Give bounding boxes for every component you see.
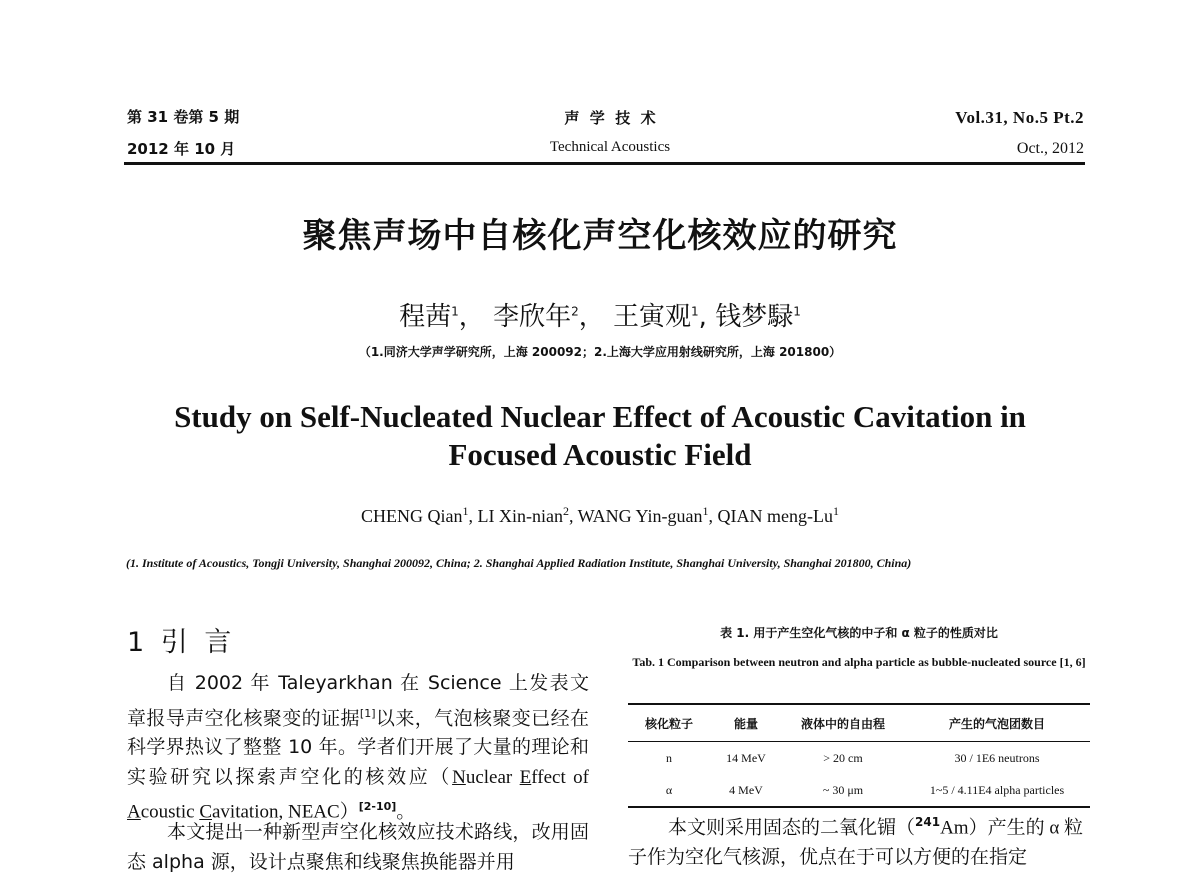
author-en: QIAN meng-Lu$^1$	[717, 504, 839, 526]
paper-title-en	[0, 398, 1200, 474]
header-rule	[124, 162, 1085, 165]
author-cn: 程茜$^1$，	[399, 302, 485, 332]
paper-title-en-line-2: Focused Acoustic Field	[448, 437, 752, 472]
table-cell: 4 MeV	[710, 774, 782, 807]
citation-ref: [2-10]	[358, 800, 397, 814]
table-cell: > 20 cm	[823, 750, 863, 765]
table-row	[628, 774, 1090, 807]
comparison-table	[628, 703, 1090, 808]
author-cn: 王寅观$^1$,	[613, 302, 707, 332]
table-header-row	[628, 704, 1090, 742]
table-cell: α	[628, 774, 710, 807]
table-cell: 14 MeV	[726, 750, 766, 765]
paper-title-en-line-1: Study on Self-Nucleated Nuclear Effect of Acoustic Cavitation in	[174, 399, 1026, 434]
date-en: Oct., 2012	[1016, 140, 1084, 157]
citation-ref: [1]	[359, 706, 376, 720]
date-cn: 2012 年 10 月	[127, 140, 236, 158]
affiliation-en: (1. Institute of Acoustics, Tongji University, Shanghai 200092, China; 2. Shanghai Applied Radiation Institute, Shanghai University, Shanghai 201800, China)	[126, 556, 912, 570]
table-caption-cn: 表 1. 用于产生空化气核的中子和 α 粒子的性质对比	[720, 626, 998, 640]
table-cell: 1~5 / 4.11E4 alpha particles	[904, 774, 1090, 807]
intro-paragraph-1: 自 2002 年 Taleyarkhan 在 Science 上发表文章报导声空化核聚变的证据[1]以来，气泡核聚变已经在科学界热议了整整 10 年。学者们开展了大量的理论和实验研究以探索声空化的核效应（Nuclear Effect of Acoustic Cavitation, NEAC）[2-10]。	[127, 672, 589, 823]
author-list-en	[0, 506, 1200, 527]
author-en: CHENG Qian$^1$,	[361, 504, 478, 526]
author-cn: 钱梦騄$^1$	[715, 302, 801, 332]
volume-issue-cn: 第 31 卷第 5 期	[127, 108, 240, 126]
table-cell: ~ 30 μm	[782, 774, 904, 807]
table-cell: n	[666, 750, 672, 765]
paper-title-cn: 聚焦声场中自核化声空化核效应的研究	[302, 216, 898, 256]
author-list-cn	[0, 296, 1200, 333]
table-header-cell: 能量	[710, 704, 782, 742]
table-caption-en: Tab. 1 Comparison between neutron and alpha particle as bubble-nucleated source [1, 6]	[632, 655, 1086, 669]
table-header-cell: 产生的气泡团数目	[904, 704, 1090, 742]
table-row	[628, 742, 1090, 775]
right-column-paragraph: 本文则采用固态的二氧化镅（$^{241}$Am）产生的 α 粒子作为空化气核源，优点在于可以方便的在指定	[628, 815, 1084, 868]
section-heading: 1 引 言	[127, 627, 236, 658]
journal-name-cn: 声 学 技 术	[564, 109, 656, 127]
table-cell: 30 / 1E6 neutrons	[954, 750, 1040, 765]
author-en: WANG Yin-guan$^1$,	[577, 504, 718, 526]
author-cn: 李欣年$^2$，	[493, 302, 605, 332]
journal-name-en: Technical Acoustics	[549, 139, 671, 155]
volume-issue-en: Vol.31, No.5 Pt.2	[955, 108, 1084, 127]
intro-paragraph-2: 本文提出一种新型声空化核效应技术路线，改用固态 alpha 源，设计点聚焦和线聚焦换能器并用	[127, 821, 589, 873]
table-header-cell: 核化粒子	[628, 704, 710, 742]
author-en: LI Xin-nian$^2$,	[477, 504, 578, 526]
table-header-cell: 液体中的自由程	[782, 704, 904, 742]
affiliation-cn: （1.同济大学声学研究所，上海 200092；2.上海大学应用射线研究所，上海 201800）	[358, 345, 842, 359]
